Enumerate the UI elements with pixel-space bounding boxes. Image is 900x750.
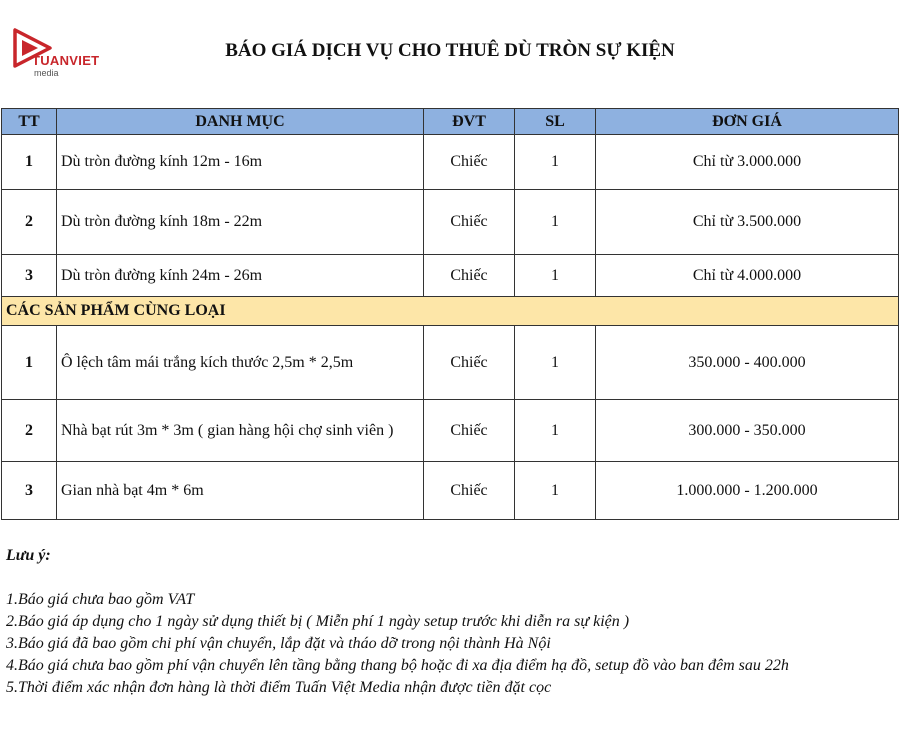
section-row xyxy=(2,297,899,326)
header-tt: TT xyxy=(2,109,57,135)
table-row xyxy=(2,135,899,190)
section-label: CÁC SẢN PHẨM CÙNG LOẠI xyxy=(2,297,899,326)
cell-sl: 1 xyxy=(515,135,596,190)
cell-price: Chỉ từ 3.000.000 xyxy=(596,135,899,190)
note-item: 2.Báo giá áp dụng cho 1 ngày sử dụng thiết bị ( Miễn phí 1 ngày setup trước khi diễn ra sự kiện ) xyxy=(6,613,630,630)
cell-tt: 2 xyxy=(2,190,57,255)
cell-tt: 2 xyxy=(2,400,57,462)
cell-name: Dù tròn đường kính 24m - 26m xyxy=(57,255,424,297)
cell-dvt: Chiếc xyxy=(424,255,515,297)
cell-price: Chỉ từ 3.500.000 xyxy=(596,190,899,255)
cell-tt: 3 xyxy=(2,462,57,520)
table-row xyxy=(2,400,899,462)
table-row xyxy=(2,326,899,400)
cell-dvt: Chiếc xyxy=(424,326,515,400)
header-dvt: ĐVT xyxy=(424,109,515,135)
notes-section xyxy=(6,545,894,699)
cell-dvt: Chiếc xyxy=(424,190,515,255)
cell-name: Ô lệch tâm mái trắng kích thước 2,5m * 2,5m xyxy=(57,326,424,400)
cell-price: 1.000.000 - 1.200.000 xyxy=(596,462,899,520)
cell-name: Nhà bạt rút 3m * 3m ( gian hàng hội chợ sinh viên ) xyxy=(57,400,424,462)
cell-price: Chỉ từ 4.000.000 xyxy=(596,255,899,297)
table-row xyxy=(2,190,899,255)
cell-sl: 1 xyxy=(515,255,596,297)
cell-name: Gian nhà bạt 4m * 6m xyxy=(57,462,424,520)
table-header-row xyxy=(2,109,899,135)
logo-sub-text: media xyxy=(34,68,59,78)
cell-name: Dù tròn đường kính 18m - 22m xyxy=(57,190,424,255)
header-price: ĐƠN GIÁ xyxy=(596,109,899,135)
table-row xyxy=(2,462,899,520)
note-item: 5.Thời điểm xác nhận đơn hàng là thời điểm Tuấn Việt Media nhận được tiền đặt cọc xyxy=(6,679,552,696)
cell-name: Dù tròn đường kính 12m - 16m xyxy=(57,135,424,190)
logo-brand-text: TUANVIET xyxy=(32,53,100,68)
note-item: 1.Báo giá chưa bao gồm VAT xyxy=(6,591,195,608)
note-item: 3.Báo giá đã bao gồm chi phí vận chuyển, lắp đặt và tháo dỡ trong nội thành Hà Nội xyxy=(6,635,551,652)
cell-dvt: Chiếc xyxy=(424,400,515,462)
cell-tt: 1 xyxy=(2,326,57,400)
notes-heading: Lưu ý: xyxy=(6,547,51,564)
note-item: 4.Báo giá chưa bao gồm phí vận chuyển lên tầng bằng thang bộ hoặc đi xa địa điểm hạ đồ, setup đồ vào ban đêm sau 22h xyxy=(6,657,789,674)
cell-tt: 3 xyxy=(2,255,57,297)
cell-sl: 1 xyxy=(515,190,596,255)
cell-price: 350.000 - 400.000 xyxy=(596,326,899,400)
page-title: BÁO GIÁ DỊCH VỤ CHO THUÊ DÙ TRÒN SỰ KIỆN xyxy=(225,40,675,61)
header-name: DANH MỤC xyxy=(57,109,424,135)
cell-sl: 1 xyxy=(515,400,596,462)
cell-price: 300.000 - 350.000 xyxy=(596,400,899,462)
cell-dvt: Chiếc xyxy=(424,462,515,520)
cell-dvt: Chiếc xyxy=(424,135,515,190)
table-row xyxy=(2,255,899,297)
price-table xyxy=(1,108,899,520)
header-sl: SL xyxy=(515,109,596,135)
cell-sl: 1 xyxy=(515,462,596,520)
cell-sl: 1 xyxy=(515,326,596,400)
cell-tt: 1 xyxy=(2,135,57,190)
